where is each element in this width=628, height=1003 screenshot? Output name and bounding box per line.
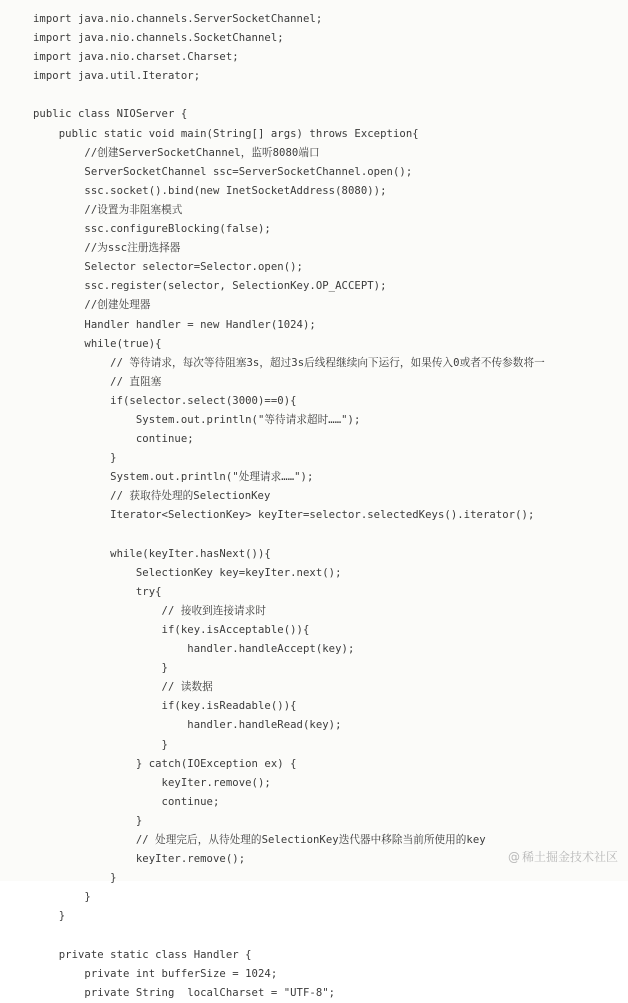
code-line: import java.util.Iterator; [33, 70, 201, 83]
code-line: } [33, 452, 117, 465]
code-line: keyIter.remove(); [33, 776, 271, 789]
code-line [33, 526, 623, 545]
code-line: } [33, 872, 117, 885]
code-line: import java.nio.channels.SocketChannel; [33, 32, 284, 45]
code-line: while(true){ [33, 337, 162, 350]
code-line: } [33, 891, 91, 904]
code-line: } [33, 662, 168, 675]
code-line: // 处理完后，从待处理的SelectionKey迭代器中移除当前所使用的key [33, 834, 486, 847]
code-line: public static void main(String[] args) throws Exception{ [33, 127, 419, 140]
code-line: while(keyIter.hasNext()){ [33, 547, 271, 560]
code-line: try{ [33, 585, 162, 598]
watermark [508, 848, 618, 865]
code-line: //设置为非阻塞模式 [33, 203, 183, 216]
code-line: ssc.configureBlocking(false); [33, 223, 271, 236]
code-line: Iterator<SelectionKey> keyIter=selector.selectedKeys().iterator(); [33, 509, 535, 522]
code-line: } catch(IOException ex) { [33, 757, 297, 770]
code-line: System.out.println("处理请求……"); [33, 471, 314, 484]
code-line: handler.handleRead(key); [33, 719, 342, 732]
code-line: handler.handleAccept(key); [33, 643, 355, 656]
code-line: ssc.socket().bind(new InetSocketAddress(8080)); [33, 184, 387, 197]
code-line: public class NIOServer { [33, 108, 188, 121]
code-line: } [33, 910, 66, 923]
code-line: private static class Handler { [33, 948, 252, 961]
code-line: // 接收到连接请求时 [33, 604, 266, 617]
code-line: } [33, 738, 168, 751]
watermark-text: 稀土掘金技术社区 [521, 850, 618, 864]
code-line: continue; [33, 795, 220, 808]
code-line: import java.nio.charset.Charset; [33, 51, 239, 64]
code-line: if(key.isReadable()){ [33, 700, 297, 713]
code-line: keyIter.remove(); [33, 853, 246, 866]
code-line [33, 927, 623, 946]
code-line: import java.nio.channels.ServerSocketChannel; [33, 13, 323, 25]
code-line: //创建ServerSocketChannel，监听8080端口 [33, 146, 320, 159]
code-line: } [33, 814, 143, 827]
code-line: System.out.println("等待请求超时……"); [33, 413, 361, 426]
code-line: private int bufferSize = 1024; [33, 967, 278, 980]
code-line: //为ssc注册选择器 [33, 242, 181, 255]
code-line: Selector selector=Selector.open(); [33, 261, 303, 274]
code-line: // 直阻塞 [33, 375, 162, 388]
code-line: Handler handler = new Handler(1024); [33, 318, 316, 331]
code-line: if(key.isAcceptable()){ [33, 624, 310, 636]
code-line: ServerSocketChannel ssc=ServerSocketChannel.open(); [33, 165, 413, 178]
code-line [33, 86, 623, 105]
code-line: // 获取待处理的SelectionKey [33, 490, 271, 503]
code-line: //创建处理器 [33, 299, 151, 312]
code-line: private String localCharset = "UTF-8"; [33, 986, 336, 999]
code-line: ssc.register(selector, SelectionKey.OP_ACCEPT); [33, 280, 387, 293]
code-line: // 读数据 [33, 681, 213, 694]
watermark-at-symbol: @ [507, 849, 520, 864]
code-line: continue; [33, 433, 194, 446]
code-line: // 等待请求，每次等待阻塞3s，超过3s后线程继续向下运行，如果传入0或者不传参数将一 [33, 356, 545, 369]
code-line: SelectionKey key=keyIter.next(); [33, 566, 342, 579]
code-line: if(selector.select(3000)==0){ [33, 394, 297, 407]
